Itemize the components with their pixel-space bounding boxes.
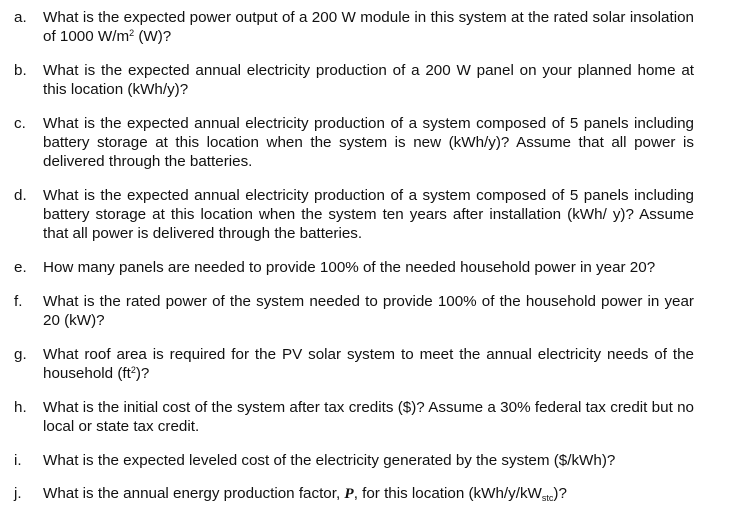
subscript: stc [541,493,554,503]
question-i [14,451,694,470]
question-text [43,292,694,330]
question-text-part: What is the annual energy production factor, [43,485,345,502]
question-a [14,8,694,46]
question-letter: h. [14,399,27,416]
question-text-part: What is the expected annual electricity production of a system composed of 5 panels including battery storage at this location when the system ten years after installation (kWh/ y)? Assume that all power is delivered through the batteries. [43,187,694,242]
question-text-part: , for this location (kWh/y/kW [353,485,542,502]
question-e [14,258,694,277]
question-letter: d. [14,187,27,204]
variable-symbol: P [344,485,354,502]
question-text [43,258,694,277]
question-c [14,114,694,171]
question-b [14,61,694,99]
question-h [14,398,694,436]
question-j [14,484,694,503]
question-g [14,345,694,383]
question-text-part: (W)? [134,28,172,45]
question-text-part: )? [135,365,150,382]
question-text-part: What is the expected leveled cost of the electricity generated by the system ($/kWh)? [43,452,616,469]
question-text-part: What is the expected annual electricity production of a system composed of 5 panels including battery storage at this location when the system is new (kWh/y)? Assume that all power is delivered through the batteries. [43,115,694,170]
question-text [43,484,694,503]
question-text [43,345,694,383]
question-text [43,186,694,243]
question-d [14,186,694,243]
question-text [43,61,694,99]
question-text-part: What is the initial cost of the system after tax credits ($)? Assume a 30% federal tax credit but no local or state tax credit. [43,399,694,435]
question-letter: g. [14,346,27,363]
question-letter: j. [14,485,22,502]
question-letter: i. [14,452,22,469]
question-text-part: What is the rated power of the system needed to provide 100% of the household power in year 20 (kW)? [43,293,694,329]
question-text-part: )? [553,485,567,502]
question-text [43,8,694,46]
question-letter: f. [14,293,23,310]
question-letter: a. [14,9,27,26]
question-letter: c. [14,115,26,132]
question-text-part: What roof area is required for the PV solar system to meet the annual electricity needs of the household (ft [43,346,694,382]
superscript: 2 [129,28,135,38]
question-list [14,8,694,503]
question-letter: e. [14,259,27,276]
question-text-part: What is the expected annual electricity production of a 200 W panel on your planned home at this location (kWh/y)? [43,62,694,98]
question-text [43,114,694,171]
question-letter: b. [14,62,27,79]
question-text [43,398,694,436]
question-f [14,292,694,330]
superscript: 2 [130,365,136,375]
question-text [43,451,694,470]
question-text-part: How many panels are needed to provide 100% of the needed household power in year 20? [43,259,656,276]
question-text-part: What is the expected power output of a 200 W module in this system at the rated solar insolation of 1000 W/m [43,9,694,45]
